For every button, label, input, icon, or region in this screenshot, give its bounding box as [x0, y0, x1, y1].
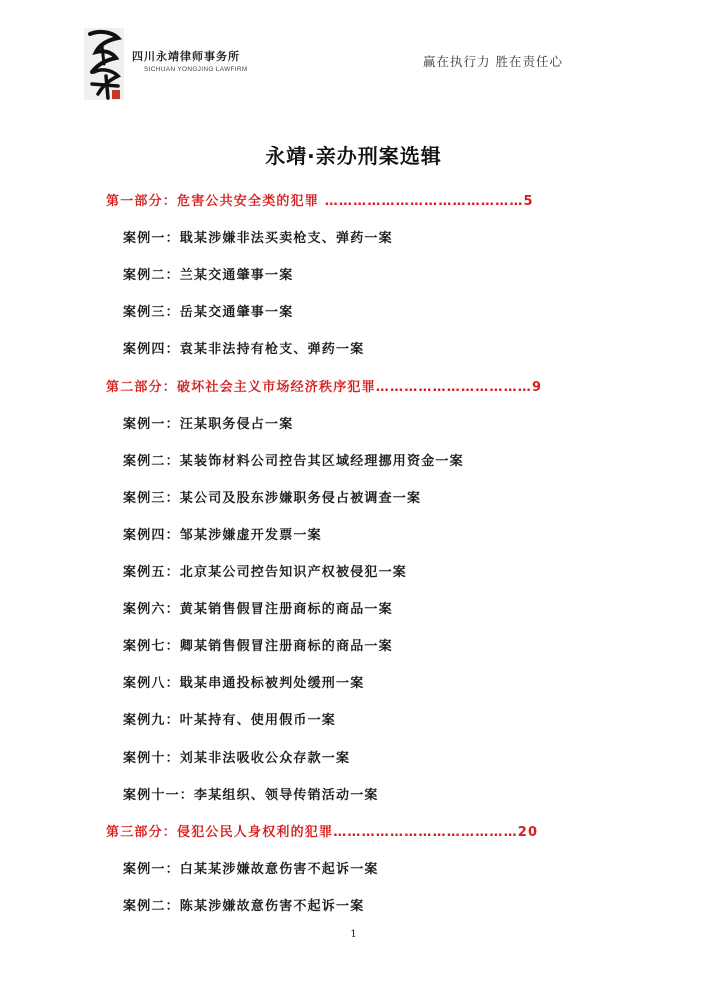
- firm-name: 四川永靖律师事务所: [132, 50, 240, 63]
- toc-case-entry: 案例四：邹某涉嫌虚开发票一案: [123, 527, 322, 543]
- toc-case-entry: 案例一：白某某涉嫌故意伤害不起诉一案: [123, 861, 379, 877]
- toc-case-entry: 案例二：兰某交通肇事一案: [123, 268, 294, 284]
- firm-slogan: 赢在执行力 胜在责任心: [423, 54, 563, 69]
- letterhead: [0, 0, 707, 110]
- toc-case-entry: 案例一：戢某涉嫌非法买卖枪支、弹药一案: [123, 231, 393, 247]
- toc-part-heading: 第二部分：破坏社会主义市场经济秩序犯罪……………………………9: [106, 379, 543, 395]
- toc-part-heading: 第三部分：侵犯公民人身权利的犯罪…………………………………20: [106, 824, 539, 840]
- document-title: 永靖·亲办刑案选辑: [265, 144, 442, 168]
- toc-case-entry: 案例九：叶某持有、使用假币一案: [123, 713, 337, 729]
- toc-case-entry: 案例十：刘某非法吸收公众存款一案: [123, 750, 351, 766]
- toc-case-entry: 案例六：黄某销售假冒注册商标的商品一案: [123, 602, 393, 618]
- toc-case-entry: 案例五：北京某公司控告知识产权被侵犯一案: [123, 565, 408, 580]
- firm-calligraphy-logo: [78, 24, 130, 104]
- toc-case-entry: 案例三：岳某交通肇事一案: [123, 305, 294, 321]
- toc-case-entry: 案例八：戢某串通投标被判处缓刑一案: [123, 676, 365, 692]
- toc-case-entry: 案例七：卿某销售假冒注册商标的商品一案: [123, 639, 393, 655]
- toc-case-entry: 案例四：袁某非法持有枪支、弹药一案: [123, 342, 365, 358]
- toc-case-entry: 案例一：汪某职务侵占一案: [123, 416, 294, 432]
- toc-part-heading: 第一部分：危害公共安全类的犯罪 ……………………………………5: [106, 194, 534, 209]
- page-number: 1: [350, 929, 357, 940]
- toc-case-entry: 案例十一：李某组织、领导传销活动一案: [123, 787, 379, 803]
- toc-case-entry: 案例三：某公司及股东涉嫌职务侵占被调查一案: [123, 490, 422, 506]
- toc-case-entry: 案例二：某装饰材料公司控告其区域经理挪用资金一案: [123, 453, 464, 469]
- firm-name-english: SICHUAN YONGJING LAWFIRM: [144, 66, 248, 73]
- toc-case-entry: 案例二：陈某涉嫌故意伤害不起诉一案: [123, 898, 365, 914]
